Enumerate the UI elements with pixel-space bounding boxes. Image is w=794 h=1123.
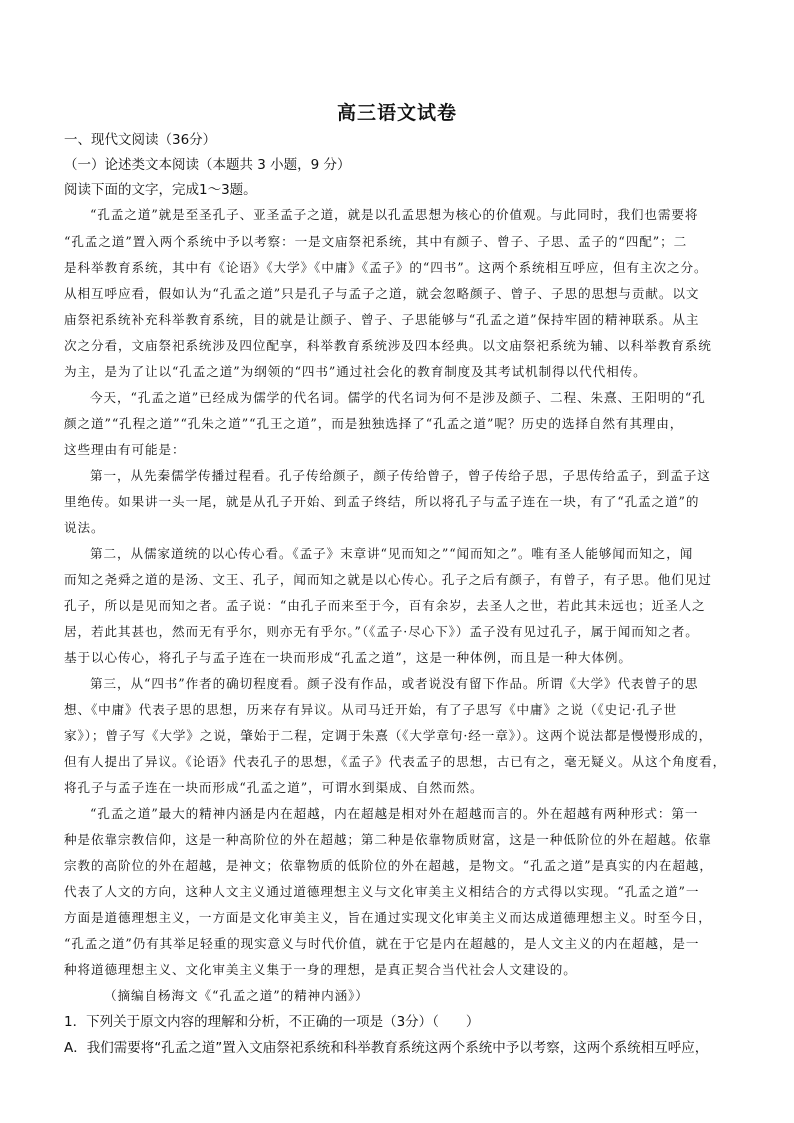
passage-line: 而知之尧舜之道的是汤、文王、孔子，闻而知之就是以心传心。孔子之后有颜子，有曾子，有子思。他们见过 (64, 572, 712, 587)
passage-line: 居，若此其甚也，然而无有乎尔，则亦无有乎尔。”（《孟子·尽心下》）孟子没有见过孔子，属于闻而知之者。 (64, 624, 699, 639)
passage-line: “孔孟之道”仍有其举足轻重的现实意义与时代价值，就在于它是内在超越的，是人文主义的内在超越，是一 (64, 936, 700, 951)
passage-source: （摘编自杨海文《“孔孟之道”的精神内涵》） (104, 988, 369, 1003)
passage-line: 种将道德理想主义、文化审美主义集于一身的理想，是真正契合当代社会人文建设的。 (64, 962, 577, 977)
passage-line: 为主，是为了让以“孔孟之道”为纲领的“四书”通过社会化的教育制度及其考试机制得以代代相传。 (64, 364, 647, 379)
passage-line: 将孔子与孟子连在一块而形成“孔孟之道”，可谓水到渠成、自然而然。 (64, 780, 484, 795)
passage-line: 方面是道德理想主义，一方面是文化审美主义，旨在通过实现文化审美主义而达成道德理想主义。时至今日， (64, 910, 712, 925)
passage-line: 从相互呼应看，假如认为“孔孟之道”只是孔子与孟子之道，就会忽略颜子、曾子、子思的思想与贡献。以文 (64, 286, 700, 301)
passage-line: 孔子，所以是见而知之者。孟子说：“由孔子而来至于今，百有余岁，去圣人之世，若此其未远也；近圣人之 (64, 598, 706, 613)
passage-line: 宗教的高阶位的外在超越，是神文；依靠物质的低阶位的外在超越，是物文。“孔孟之道”是真实的内在超越， (64, 858, 713, 873)
section-heading: 一、现代文阅读（36分） (64, 132, 217, 148)
passage-line: 次之分看，文庙祭祀系统涉及四位配享，科举教育系统涉及四本经典。以文庙祭祀系统为辅、以科举教育系统 (64, 338, 712, 353)
question-option-a: A．我们需要将“孔孟之道”置入文庙祭祀系统和科举教育系统这两个系统中予以考察，这两个系统相互呼应， (64, 1040, 709, 1056)
passage-line: 但有人提出了异议。《论语》代表孔子的思想，《孟子》代表孟子的思想，古已有之，毫无疑义。从这个角度看， (64, 754, 727, 769)
passage-line: 今天，“孔孟之道”已经成为儒学的代名词。儒学的代名词为何不是涉及颜子、二程、朱熹、王阳明的“孔 (90, 390, 706, 405)
section-subheading: （一）论述类文本阅读（本题共 3 小题，9 分） (64, 157, 351, 173)
passage-line: 代表了人文的方向，这种人文主义通过道德理想主义与文化审美主义相结合的方式得以实现。“孔孟之道”一 (64, 884, 700, 899)
passage-line: 基于以心传心，将孔子与孟子连在一块而形成“孔孟之道”，这是一种体例，而且是一种大体例。 (64, 650, 632, 665)
passage-line: 里绝传。如果讲一头一尾，就是从孔子开始、到孟子终结，所以将孔子与孟子连在一块，有了“孔孟之道”的 (64, 494, 700, 509)
passage-line: 第二，从儒家道统的以心传心看。《孟子》末章讲“见而知之”“闻而知之”。唯有圣人能够闻而知之，闻 (90, 546, 694, 561)
passage-line: 家》）；曾子写《大学》之说，肇始于二程，定调于朱熹（《大学章句·经一章》）。这两个说法都是慢慢形成的， (64, 728, 713, 743)
passage-line: 这些理由有可能是： (64, 442, 186, 457)
passage-line: 种是依靠宗教信仰，这是一种高阶位的外在超越；第二种是依靠物质财富，这是一种低阶位的外在超越。依靠 (64, 832, 712, 847)
passage-line: 颜之道”“孔程之道”“孔朱之道”“孔王之道”，而是独独选择了“孔孟之道”呢？历史的选择自然有其理由， (64, 416, 684, 431)
reading-instruction: 阅读下面的文字，完成1～3题。 (64, 182, 257, 198)
passage-line: 第一，从先秦儒学传播过程看。孔子传给颜子，颜子传给曾子，曾子传给子思，子思传给孟子，到孟子这 (90, 468, 711, 483)
passage-line: “孔孟之道”最大的精神内涵是内在超越，内在超越是相对外在超越而言的。外在超越有两种形式：第一 (90, 806, 699, 821)
passage-line: “孔孟之道”置入两个系统中予以考察：一是文庙祭祀系统，其中有颜子、曾子、子思、孟子的“四配”；二 (64, 234, 688, 249)
passage-line: 说法。 (64, 520, 105, 535)
passage-line: 庙祭祀系统补充科举教育系统，目的就是让颜子、曾子、子思能够与“孔孟之道”保持牢固的精神联系。从主 (64, 312, 700, 327)
question-stem: 1．下列关于原文内容的理解和分析，不正确的一项是（3分）（ ） (64, 1014, 480, 1030)
passage-line: 第三，从“四书”作者的确切程度看。颜子没有作品，或者说没有留下作品。所谓《大学》代表曾子的思 (90, 676, 699, 691)
passage-line: 是科举教育系统，其中有《论语》《大学》《中庸》《孟子》的“四书”。这两个系统相互呼应，但有主次之分。 (64, 260, 708, 275)
passage-line: 想、《中庸》代表子思的思想，历来存有异议。从司马迁开始，有了子思写《中庸》之说（《史记·孔子世 (64, 702, 678, 717)
passage-line: “孔孟之道”就是至圣孔子、亚圣孟子之道，就是以孔孟思想为核心的价值观。与此同时，我们也需要将 (90, 207, 699, 222)
page-title: 高三语文试卷 (336, 102, 457, 124)
